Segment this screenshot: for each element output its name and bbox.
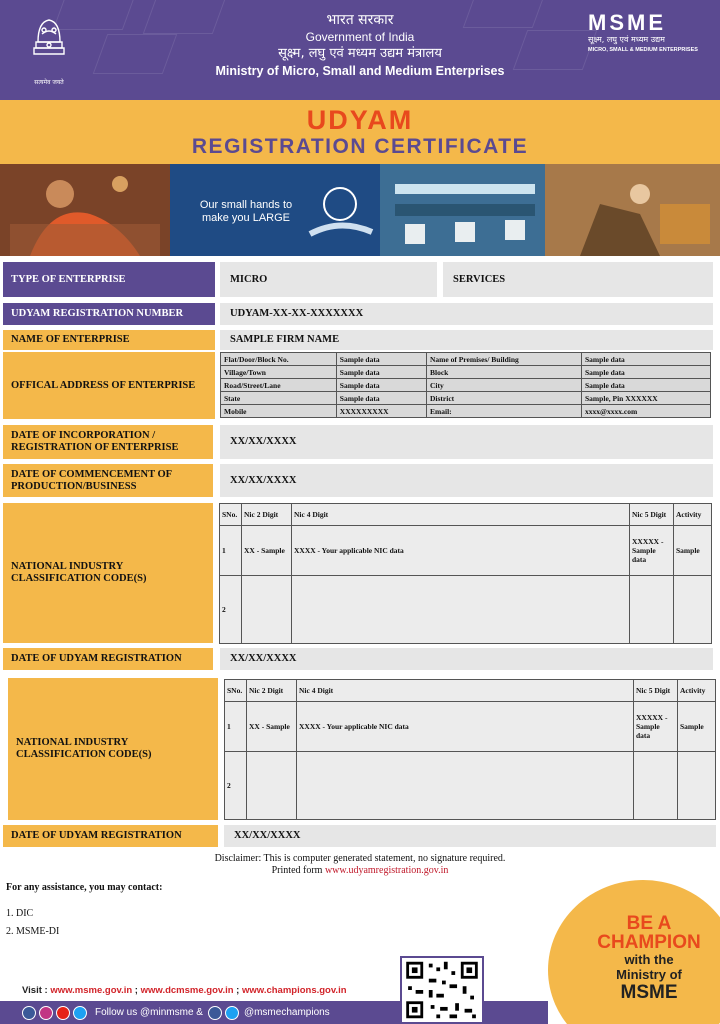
nic-header-cell: SNo.	[220, 504, 242, 526]
enterprise-name-label: NAME OF ENTERPRISE	[3, 330, 215, 350]
twitter-icon-2[interactable]	[225, 1006, 239, 1020]
ministry-name: Ministry of Micro, Small and Medium Enterprises	[215, 64, 505, 78]
banner-tagline: Our small hands to make you LARGE	[199, 199, 293, 224]
nic-cell	[634, 752, 678, 820]
assistance-heading: For any assistance, you may contact:	[6, 882, 163, 893]
address-cell: Sample data	[582, 379, 711, 392]
msme-hindi-tagline: सूक्ष्म, लघु एवं मध्यम उद्यम	[588, 35, 665, 44]
nic-cell	[678, 752, 716, 820]
facebook-icon[interactable]	[22, 1006, 36, 1020]
address-cell: District	[426, 392, 581, 405]
nic-header-row	[220, 504, 712, 526]
nic-row	[220, 576, 712, 644]
nic-header-row	[225, 680, 716, 702]
youtube-icon[interactable]	[56, 1006, 70, 1020]
nic-cell: 1	[220, 526, 242, 576]
contact-dic: 1. DIC	[6, 908, 34, 919]
udyam-title: UDYAM	[306, 105, 414, 135]
qr-code-icon	[400, 956, 484, 1024]
facebook-icon-2[interactable]	[208, 1006, 222, 1020]
nic-header-cell: Nic 5 Digit	[630, 504, 674, 526]
certificate-title-band	[0, 100, 720, 164]
udyam-registration-link[interactable]: www.udyamregistration.gov.in	[324, 865, 449, 876]
nic-row	[225, 702, 716, 752]
address-cell: Sample data	[582, 353, 711, 366]
msme-english-tagline: MICRO, SMALL & MEDIUM ENTERPRISES	[588, 47, 698, 53]
nic-cell	[297, 752, 634, 820]
contact-msme-di: 2. MSME-DI	[6, 926, 60, 937]
address-row	[221, 392, 711, 405]
nic-cell: XX - Sample	[247, 702, 297, 752]
address-cell: XXXXXXXXX	[336, 405, 426, 418]
visit-label: Visit :	[22, 985, 48, 996]
nic-cell: Sample	[674, 526, 712, 576]
nic-cell	[247, 752, 297, 820]
address-cell: Name of Premises/ Building	[426, 353, 581, 366]
udyam-registration-date-value-2: XX/XX/XXXX	[224, 825, 716, 847]
nic-header-cell: Activity	[674, 504, 712, 526]
address-cell: Sample data	[582, 366, 711, 379]
nic-header-cell: Nic 2 Digit	[247, 680, 297, 702]
nic-header-cell: Activity	[678, 680, 716, 702]
disclaimer	[140, 853, 580, 877]
nic-cell	[242, 576, 292, 644]
header-titles	[140, 12, 580, 80]
msme-website-link[interactable]: www.msme.gov.in	[50, 985, 133, 996]
champion-text	[574, 914, 720, 1003]
address-cell: Sample data	[336, 392, 426, 405]
champion-line-3: with the	[624, 952, 674, 967]
champion-line-4: Ministry of	[616, 967, 682, 982]
commencement-date-value: XX/XX/XXXX	[220, 464, 713, 497]
disclaimer-text: Disclaimer: This is computer generated statement, no signature required.	[214, 853, 506, 864]
champions-website-link[interactable]: www.champions.gov.in	[242, 985, 347, 996]
champion-line-2: CHAMPION	[597, 932, 701, 953]
official-address-label: OFFICAL ADDRESS OF ENTERPRISE	[3, 352, 215, 419]
banner-image	[0, 164, 720, 256]
address-table	[220, 352, 711, 418]
hindi-ministry: सूक्ष्म, लघु एवं मध्यम उद्यम मंत्रालय	[278, 46, 442, 61]
dcmsme-website-link[interactable]: www.dcmsme.gov.in	[140, 985, 234, 996]
address-cell: City	[426, 379, 581, 392]
address-cell: Road/Street/Lane	[221, 379, 337, 392]
nic-cell: XXXXX - Sample data	[630, 526, 674, 576]
nic-cell	[674, 576, 712, 644]
government-of-india: Government of India	[305, 30, 415, 44]
udyam-registration-date-label-2: DATE OF UDYAM REGISTRATION	[3, 825, 218, 847]
nic-cell: Sample	[678, 702, 716, 752]
nic-cell: 2	[225, 752, 247, 820]
address-cell: xxxx@xxxx.com	[582, 405, 711, 418]
address-cell: Sample data	[336, 353, 426, 366]
instagram-icon[interactable]	[39, 1006, 53, 1020]
address-row	[221, 405, 711, 418]
nic-code-table	[219, 503, 712, 644]
msme-logo-text: MSME	[588, 10, 666, 35]
nic-code-table-2	[224, 679, 716, 820]
printed-form-prefix: Printed form	[271, 865, 323, 876]
visit-links: Visit : www.msme.gov.in ; www.dcmsme.gov.in ; www.champions.gov.in	[22, 985, 347, 996]
address-cell: Email:	[426, 405, 581, 418]
nic-header-cell: SNo.	[225, 680, 247, 702]
nic-code-label: NATIONAL INDUSTRY CLASSIFICATION CODE(S)	[3, 503, 213, 643]
address-cell: Mobile	[221, 405, 337, 418]
nic-row	[225, 752, 716, 820]
nic-header-cell: Nic 2 Digit	[242, 504, 292, 526]
nic-cell: XX - Sample	[242, 526, 292, 576]
nic-header-cell: Nic 4 Digit	[297, 680, 634, 702]
address-cell: Flat/Door/Block No.	[221, 353, 337, 366]
emblem-caption: सत्यमेव जयते	[34, 79, 64, 86]
nic-row	[220, 526, 712, 576]
printed-form-line	[140, 865, 580, 877]
hindi-government: भारत सरकार	[326, 12, 394, 28]
type-of-enterprise-label: TYPE OF ENTERPRISE	[3, 262, 215, 297]
enterprise-activity-value: SERVICES	[443, 262, 713, 297]
address-cell: Sample data	[336, 379, 426, 392]
twitter-icon[interactable]	[73, 1006, 87, 1020]
champion-line-1: BE A	[626, 913, 672, 934]
incorporation-date-value: XX/XX/XXXX	[220, 425, 713, 459]
registration-number-value: UDYAM-XX-XX-XXXXXXX	[220, 303, 713, 325]
address-cell: Block	[426, 366, 581, 379]
address-row	[221, 379, 711, 392]
nic-code-label-2: NATIONAL INDUSTRY CLASSIFICATION CODE(S)	[8, 678, 218, 820]
msme-logo	[588, 12, 706, 54]
udyam-registration-date-value: XX/XX/XXXX	[220, 648, 713, 670]
registration-number-label: UDYAM REGISTRATION NUMBER	[3, 303, 215, 325]
address-cell: Sample, Pin XXXXXX	[582, 392, 711, 405]
address-cell: Sample data	[336, 366, 426, 379]
commencement-date-label: DATE OF COMMENCEMENT OF PRODUCTION/BUSINESS	[3, 464, 213, 497]
registration-certificate-title: REGISTRATION CERTIFICATE	[191, 135, 529, 158]
nic-header-cell: Nic 4 Digit	[292, 504, 630, 526]
banner-illustration	[0, 164, 720, 256]
address-row	[221, 366, 711, 379]
address-cell: Village/Town	[221, 366, 337, 379]
champion-line-5: MSME	[620, 982, 678, 1003]
nic-cell	[630, 576, 674, 644]
address-row	[221, 353, 711, 366]
nic-cell: 1	[225, 702, 247, 752]
header-band	[0, 0, 720, 100]
nic-cell	[292, 576, 630, 644]
udyam-registration-date-label: DATE OF UDYAM REGISTRATION	[3, 648, 213, 670]
incorporation-date-label: DATE OF INCORPORATION / REGISTRATION OF ENTERPRISE	[3, 425, 213, 459]
nic-cell: XXXX - Your applicable NIC data	[292, 526, 630, 576]
follow-text: Follow us @minmsme &	[95, 1007, 203, 1018]
nic-cell: XXXXX - Sample data	[634, 702, 678, 752]
nic-cell: XXXX - Your applicable NIC data	[297, 702, 634, 752]
nic-cell: 2	[220, 576, 242, 644]
enterprise-type-value: MICRO	[220, 262, 437, 297]
enterprise-name-value: SAMPLE FIRM NAME	[220, 330, 713, 350]
national-emblem-icon	[28, 12, 70, 76]
follow-handle: @msmechampions	[243, 1007, 330, 1018]
address-cell: State	[221, 392, 337, 405]
nic-header-cell: Nic 5 Digit	[634, 680, 678, 702]
